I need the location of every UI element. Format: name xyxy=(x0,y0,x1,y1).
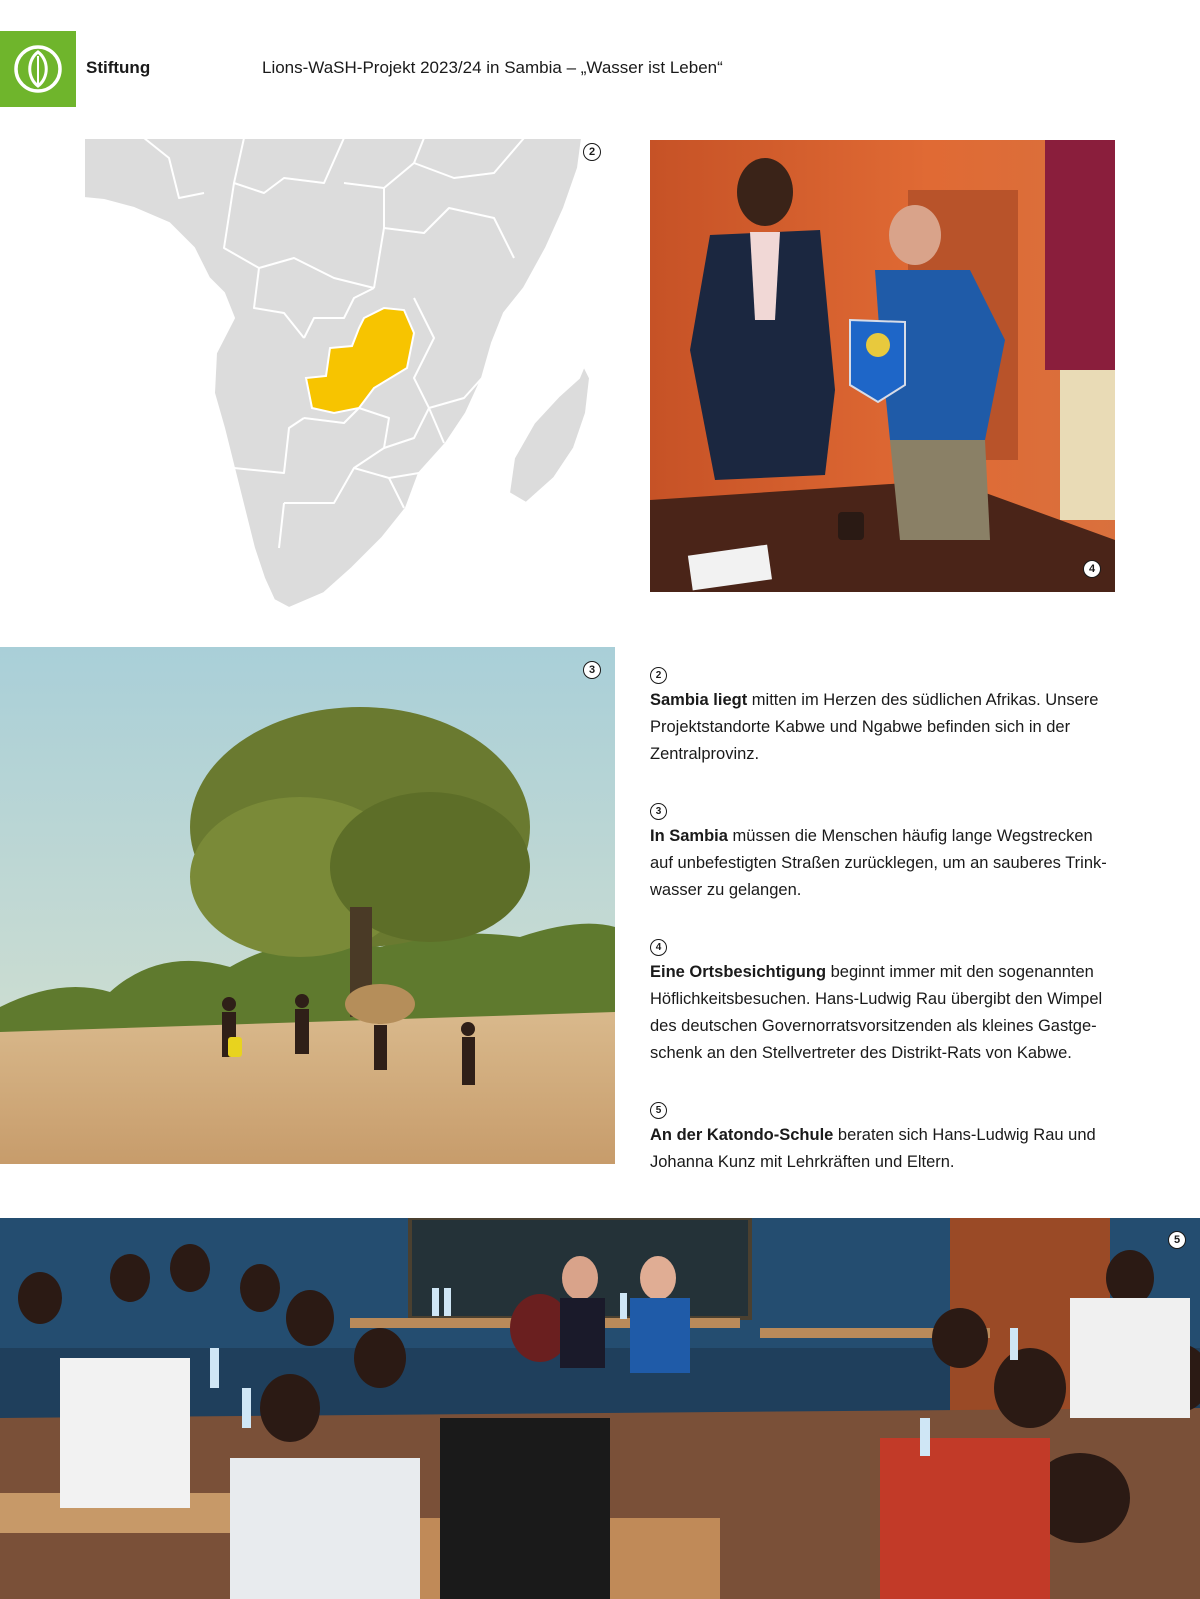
photo-courtesy-visit xyxy=(650,140,1115,592)
caption-2 xyxy=(650,660,1120,768)
caption-text: beraten sich Hans-Ludwig Rau und Johanna Kunz mit Lehrkräften und Eltern. xyxy=(650,1126,1096,1171)
caption-lead: Sambia liegt xyxy=(650,691,748,709)
photo-dirt-road xyxy=(0,647,615,1164)
caption-number: 4 xyxy=(650,939,667,956)
caption-column xyxy=(650,660,1120,1204)
africa-map xyxy=(84,138,604,623)
caption-3 xyxy=(650,796,1120,904)
caption-number: 3 xyxy=(650,803,667,820)
photo-school-meeting xyxy=(0,1218,1200,1599)
leaf-logo-icon xyxy=(13,44,63,94)
caption-text: müssen die Menschen häufig lange Wegstrecken auf unbefestigten Straßen zurücklegen, um an sauberes Trinkwasser zu gelangen. xyxy=(650,827,1107,899)
figure-number-badge: 4 xyxy=(1083,560,1101,578)
caption-5 xyxy=(650,1095,1120,1176)
caption-lead: In Sambia xyxy=(650,827,728,845)
caption-4 xyxy=(650,932,1120,1067)
section-label: Stiftung xyxy=(86,58,151,77)
caption-lead: Eine Ortsbesichtigung xyxy=(650,963,827,981)
caption-number: 5 xyxy=(650,1102,667,1119)
foundation-logo xyxy=(0,31,76,107)
caption-text: mitten im Herzen des südlichen Afrikas. Unsere Projektstandorte Kabwe und Ngabwe befinden sich in der Zentralprovinz. xyxy=(650,691,1099,763)
figure-number-badge: 5 xyxy=(1168,1231,1186,1249)
caption-text: beginnt immer mit den sogenannten Höflichkeitsbesuchen. Hans-Ludwig Rau übergibt den Wimpel des deutschen Governorratsvorsitzenden als kleines Gastgeschenk an den Stellvertreter des Distrikt-Rats von Kabwe. xyxy=(650,963,1103,1062)
caption-lead: An der Katondo-Schule xyxy=(650,1126,834,1144)
figure-number-badge: 2 xyxy=(583,143,601,161)
figure-number-badge: 3 xyxy=(583,661,601,679)
page-title: Lions-WaSH-Projekt 2023/24 in Sambia – „Wasser ist Leben“ xyxy=(262,58,723,77)
caption-number: 2 xyxy=(650,667,667,684)
